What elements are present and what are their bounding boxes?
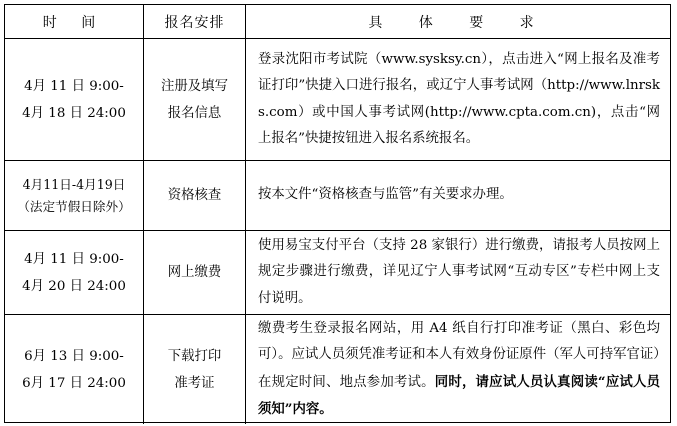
time-cell bbox=[5, 39, 144, 160]
requirement-cell bbox=[246, 39, 670, 160]
time-cell bbox=[5, 161, 144, 230]
arrangement-line: 资格核查 bbox=[167, 188, 222, 203]
time-line: 4月 18 日 24:00 bbox=[22, 105, 126, 121]
arrangement-line: 注册及填写 bbox=[161, 78, 228, 94]
time-line: 6月 13 日 9:00- bbox=[24, 348, 124, 364]
table-row bbox=[5, 161, 670, 231]
arrangement-line: 报名信息 bbox=[167, 105, 222, 121]
time-line: 4月11日-4月19日 bbox=[22, 176, 126, 192]
time-line: 4月 11 日 9:00- bbox=[24, 78, 124, 94]
arrangement-line: 下载打印 bbox=[167, 348, 222, 364]
arrangement-line: 准考证 bbox=[174, 375, 215, 391]
arrangement-cell bbox=[144, 231, 246, 314]
table-row bbox=[5, 315, 670, 424]
registration-schedule-table bbox=[4, 4, 671, 423]
arrangement-cell bbox=[144, 39, 246, 160]
requirement-text bbox=[258, 316, 660, 424]
requirement-text: 登录沈阳市考试院（www.sysksy.cn），点击进入“网上报名及准考证打印”快捷入口进行报名，或辽宁人事考试网（http://www.lnrsks.com）或中国人事考试网(http://www.cpta.com.cn)，点击“网上报名”快捷按钮进入报名系统报名。 bbox=[258, 51, 660, 146]
time-cell bbox=[5, 315, 144, 424]
requirement-text: 按本文件“资格核查与监管”有关要求办理。 bbox=[258, 187, 513, 203]
requirement-text: 使用易宝支付平台（支持 28 家银行）进行缴费，请报考人员按网上规定步骤进行缴费，详见辽宁人事考试网“互动专区”专栏中网上支付说明。 bbox=[258, 237, 660, 306]
time-line: 4月 11 日 9:00- bbox=[24, 251, 124, 267]
header-arrangement: 报名安排 bbox=[144, 5, 246, 38]
requirement-plain-text: 缴费考生登录报名网站，用 A4 纸自行打印准考证（黑白、彩色均可）。应试人员须凭准考证和本人有效身份证原件（军人可持军官证）在规定时间、地点参加考试。 bbox=[258, 320, 660, 390]
table-row bbox=[5, 231, 670, 315]
requirement-cell bbox=[246, 315, 670, 424]
arrangement-cell bbox=[144, 161, 246, 230]
requirement-cell bbox=[246, 231, 670, 314]
requirement-cell bbox=[246, 161, 670, 230]
header-time: 时 间 bbox=[5, 5, 144, 38]
time-line: （法定节假日除外） bbox=[17, 198, 131, 214]
time-cell bbox=[5, 231, 144, 314]
table-row bbox=[5, 39, 670, 161]
time-line: 6月 17 日 24:00 bbox=[22, 375, 126, 391]
arrangement-cell bbox=[144, 315, 246, 424]
time-line: 4月 20 日 24:00 bbox=[22, 278, 126, 294]
table-header-row bbox=[5, 5, 670, 39]
requirement-bold-text: 同时，请应试人员认真阅读“应试人员须知”内容。 bbox=[258, 373, 661, 417]
arrangement-line: 网上缴费 bbox=[167, 265, 222, 280]
header-requirements: 具 体 要 求 bbox=[368, 14, 550, 31]
